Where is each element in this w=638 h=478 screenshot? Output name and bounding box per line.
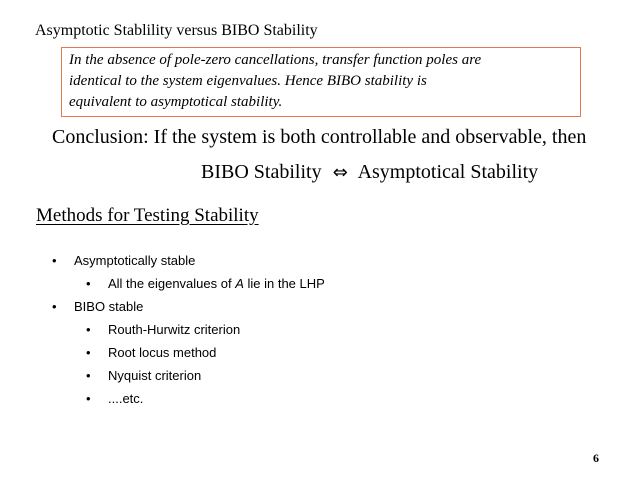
list-item <box>52 253 195 268</box>
bullet-icon: • <box>52 253 57 268</box>
bullet-icon: • <box>86 345 91 360</box>
list-item-text: BIBO stable <box>74 299 144 314</box>
conclusion-text: Conclusion: If the system is both controllable and observable, then <box>52 126 587 148</box>
list-item-text: Root locus method <box>108 345 217 360</box>
bullet-icon: • <box>86 391 91 406</box>
list-item <box>52 299 143 314</box>
note-line: identical to the system eigenvalues. Hence BIBO stability is <box>69 73 427 89</box>
list-item <box>86 345 216 360</box>
section-heading: Methods for Testing Stability <box>36 205 259 226</box>
list-item-text: ....etc. <box>108 391 144 406</box>
matrix-symbol: A <box>235 276 244 291</box>
list-item <box>86 391 143 406</box>
note-line: equivalent to asymptotical stability. <box>69 94 283 110</box>
double-arrow-icon: ⇔ <box>332 162 348 183</box>
list-item-text: Nyquist criterion <box>108 368 202 383</box>
bullet-icon: • <box>86 368 91 383</box>
list-item <box>86 322 240 337</box>
slide-title: Asymptotic Stablility versus BIBO Stability <box>35 22 318 39</box>
equivalence-statement <box>201 161 538 184</box>
bullet-icon: • <box>86 322 91 337</box>
equivalence-left: BIBO Stability <box>201 161 322 183</box>
list-item-text-suffix: lie in the LHP <box>243 276 325 291</box>
list-item <box>86 276 325 291</box>
equivalence-right: Asymptotical Stability <box>357 161 539 183</box>
list-item-text: Asymptotically stable <box>74 253 196 268</box>
bullet-icon: • <box>86 276 91 291</box>
list-item-text: Routh-Hurwitz criterion <box>108 322 241 337</box>
list-item-text-prefix: All the eigenvalues of <box>108 276 236 291</box>
list-item <box>86 368 201 383</box>
page-number: 6 <box>593 451 599 465</box>
note-line: In the absence of pole-zero cancellations, transfer function poles are <box>69 52 482 68</box>
bullet-icon: • <box>52 299 57 314</box>
